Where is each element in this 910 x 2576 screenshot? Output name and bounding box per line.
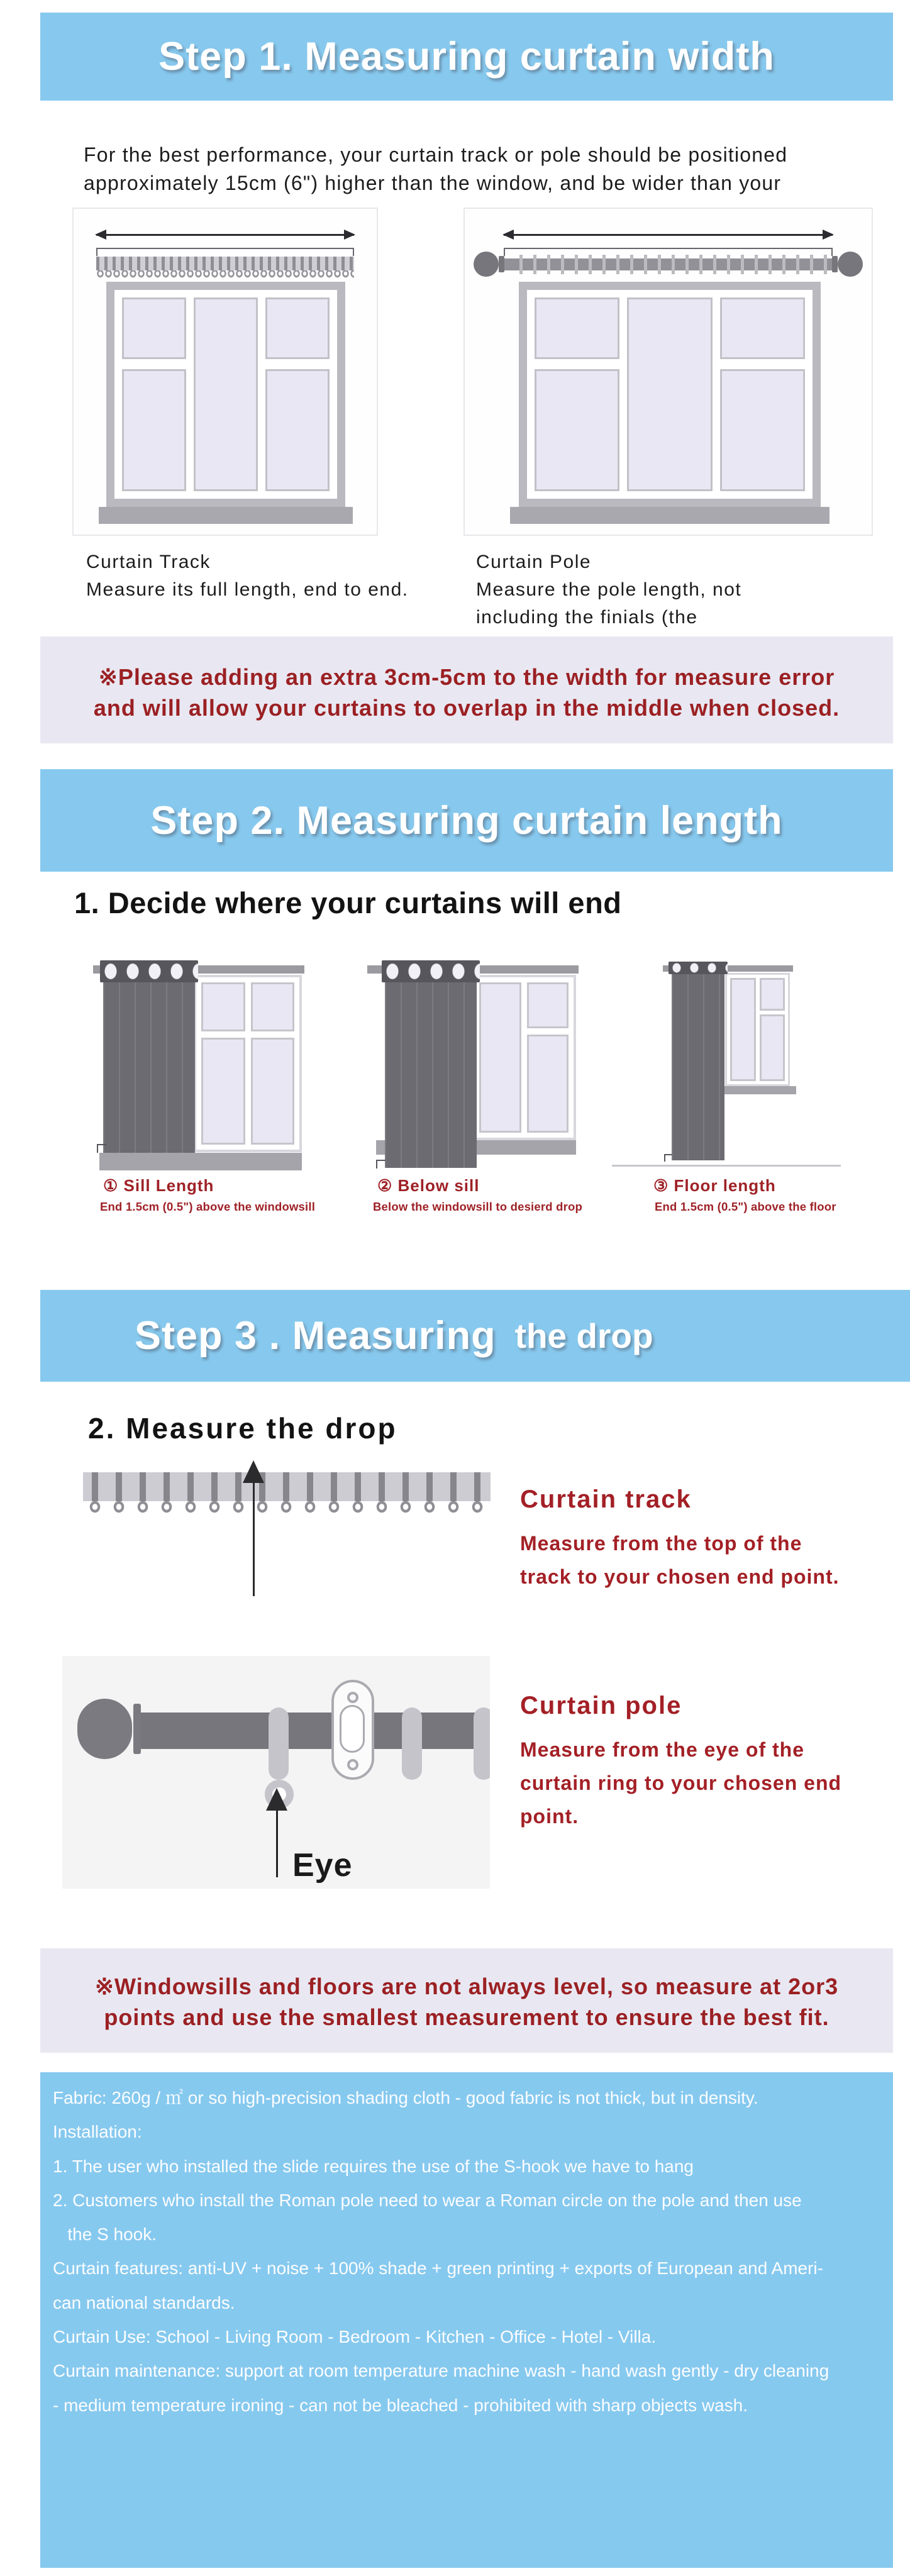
double-arrow-icon (96, 234, 354, 236)
note-line: and will allow your curtains to overlap in the middle when closed. (93, 695, 840, 721)
curtain-panel (672, 962, 724, 1160)
diagram-title: ② Below sill (377, 1176, 480, 1195)
step2-banner-title: Step 2. Measuring curtain length (150, 798, 783, 843)
info-line: Curtain features: anti-UV + noise + 100% shade + green printing + exports of European and Ameri- (53, 2258, 823, 2279)
bracket-slot (340, 1705, 365, 1753)
width-note (40, 636, 893, 743)
window-pane (535, 369, 619, 491)
step3-banner (40, 1290, 910, 1382)
window-pane (720, 369, 805, 491)
window-pane (265, 369, 330, 491)
info-line: can national standards. (53, 2292, 235, 2312)
window-pane (479, 982, 521, 1133)
curtain-panel (385, 960, 477, 1168)
floor-line (612, 1165, 841, 1167)
pole-finial-icon (474, 252, 499, 277)
window-pane (251, 1038, 295, 1145)
window-illustration (519, 282, 821, 507)
note-line: ※Please adding an extra 3cm-5cm to the width for measure error (98, 664, 835, 690)
window-sill (510, 507, 830, 524)
grommet-header (382, 960, 480, 982)
level-note (40, 1948, 893, 2053)
sill-length-diagram (89, 957, 316, 1234)
step1-banner-title: Step 1. Measuring curtain width (158, 35, 775, 79)
track-gliders (96, 270, 354, 278)
pole-rings (509, 255, 828, 274)
curtain-track-heading: Curtain track (520, 1485, 692, 1513)
description-line: track to your chosen end point. (520, 1565, 840, 1588)
description-line: curtain ring to your chosen end (520, 1772, 842, 1794)
measure-bracket-icon (96, 248, 354, 256)
window-pane (194, 297, 258, 491)
curtain-pole-description (520, 1733, 841, 1833)
window-pane (122, 369, 186, 491)
pole-ring (269, 1707, 289, 1780)
gap-mark-icon (97, 1144, 106, 1153)
pole-finial-collar (499, 256, 504, 272)
window-pane (201, 1038, 245, 1145)
description-line: Measure from the eye of the (520, 1738, 804, 1761)
window-pane (730, 978, 756, 1081)
window-pane (265, 297, 330, 359)
step3-banner-subtitle: the drop (514, 1316, 653, 1355)
floor-length-diagram (654, 957, 874, 1234)
window-pane (251, 982, 295, 1031)
window-sill (721, 1086, 796, 1094)
step3-heading: 2. Measure the drop (88, 1412, 397, 1445)
curtain-track-bar (96, 257, 354, 270)
pole-finial-collar (832, 256, 838, 272)
screw-hole-icon (347, 1692, 358, 1703)
info-line: 1. The user who installed the slide requires the use of the S-hook we have to hang (53, 2156, 694, 2176)
info-line: 2. Customers who install the Roman pole need to wear a Roman circle on the pole and then use (53, 2190, 802, 2210)
window-pane (627, 297, 712, 491)
curtain-pole-heading: Curtain pole (520, 1692, 682, 1719)
up-arrow-icon (253, 1479, 255, 1596)
window-pane (201, 982, 245, 1031)
description-line: Measure from the top of the (520, 1532, 802, 1555)
pole-ring (402, 1707, 422, 1780)
product-info-box (40, 2072, 893, 2568)
pole-width-diagram (463, 208, 873, 536)
pole-ring (474, 1707, 490, 1780)
curtain-track-description (520, 1527, 840, 1594)
window-pane (527, 982, 569, 1028)
curtain-track-label (86, 548, 409, 604)
pole-finial-icon (77, 1699, 132, 1759)
info-line: Curtain Use: School - Living Room - Bedroom - Kitchen - Office - Hotel - Villa. (53, 2327, 657, 2347)
window-pane (720, 297, 805, 359)
pole-finial-icon (838, 252, 863, 277)
window-illustration (472, 975, 576, 1140)
diagram-subtitle: End 1.5cm (0.5") above the windowsill (100, 1200, 316, 1213)
info-line: the S hook. (53, 2224, 157, 2245)
label-title: Curtain Pole (476, 552, 592, 572)
grommet-header (669, 962, 728, 974)
pole-drop-diagram (62, 1656, 490, 1889)
gap-mark-icon (376, 1160, 386, 1169)
intro-line: approximately 15cm (6") higher than the window, and be wider than your (84, 172, 782, 194)
window-pane (760, 1014, 785, 1081)
window-pane (760, 978, 785, 1011)
window-illustration (106, 282, 345, 507)
step3-banner-title: Step 3 . Measuring (135, 1314, 496, 1358)
double-arrow-icon (504, 234, 833, 236)
pole-bracket-plate (331, 1680, 374, 1780)
window-sill (99, 507, 353, 524)
label-title: Curtain Track (86, 552, 211, 572)
info-line: - medium temperature ironing - can not be bleached - prohibited with sharp objects wash. (53, 2395, 748, 2415)
gap-mark-icon (664, 1154, 672, 1162)
label-line: Measure the pole length, not (476, 579, 742, 600)
curtain-panel (103, 960, 195, 1153)
step2-heading: 1. Decide where your curtains will end (74, 886, 622, 919)
up-arrow-icon (276, 1807, 278, 1877)
window-illustration (194, 975, 302, 1152)
label-line: including the finials (the (476, 607, 698, 628)
step1-banner (40, 13, 893, 101)
window-pane (122, 297, 186, 359)
pole-finial-collar (133, 1704, 141, 1754)
window-pane (535, 297, 619, 359)
curtain-track-bar (83, 1472, 491, 1501)
diagram-title: ① Sill Length (103, 1176, 214, 1195)
track-gliders (83, 1501, 491, 1518)
window-frame (527, 290, 813, 499)
track-width-diagram (72, 208, 378, 536)
eye-label: Eye (292, 1847, 353, 1884)
window-frame (114, 290, 337, 499)
label-line: Measure its full length, end to end. (86, 579, 409, 600)
below-sill-diagram (363, 957, 584, 1234)
note-line: ※Windowsills and floors are not always level, so measure at 2or3 (94, 1974, 839, 1999)
curtain-pole-label (476, 548, 741, 631)
window-illustration (725, 973, 790, 1086)
info-line: Fabric: 260g / ㎡ or so high-precision shading cloth - good fabric is not thick, but in density. (53, 2088, 758, 2107)
screw-hole-icon (347, 1759, 358, 1770)
curtain-pole-bar (141, 1713, 490, 1749)
step2-banner (40, 769, 893, 872)
note-line: points and use the smallest measurement to ensure the best fit. (104, 2004, 830, 2030)
diagram-subtitle: Below the windowsill to desierd drop (373, 1200, 583, 1213)
info-line: Curtain maintenance: support at room temperature machine wash - hand wash gently - dry cleaning (53, 2361, 830, 2381)
info-line: Installation: (53, 2122, 142, 2142)
grommet-header (100, 960, 198, 982)
diagram-title: ③ Floor length (653, 1176, 776, 1195)
intro-paragraph (84, 141, 787, 197)
diagram-subtitle: End 1.5cm (0.5") above the floor (655, 1200, 836, 1213)
window-sill (99, 1153, 302, 1170)
window-pane (527, 1035, 569, 1133)
description-line: point. (520, 1805, 579, 1828)
intro-line: For the best performance, your curtain track or pole should be positioned (84, 143, 788, 166)
